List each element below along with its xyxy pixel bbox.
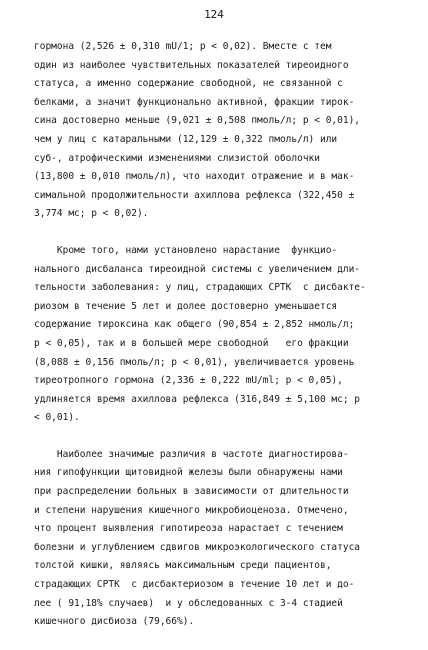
text-line: лее ( 91,18% случаев) и у обследованных с 3-4 стадией [34, 597, 343, 609]
text-line: ния гипофункции щитовидной железы были обнаружены нами [34, 467, 343, 479]
text-line: кишечного дисбиоза (79,66%). [34, 616, 195, 628]
text-line: что процент выявления гипотиреоза нарастает с течением [34, 523, 343, 535]
paragraph-gap [34, 428, 410, 446]
text-line: сина достоверно меньше (9,021 ± 0,508 пмоль/л; р < 0,01), [34, 115, 361, 127]
text-line: и степени нарушения кишечного микробиоценоза. Отмечено, [34, 504, 349, 516]
text-line: р < 0,05), так и в большей мере свободной его фракции [34, 337, 349, 349]
paragraph-3 [34, 446, 410, 632]
text-line: при распределении больных в зависимости от длительности [34, 486, 349, 498]
text-line: симальной продолжительности ахиллова рефлекса (322,450 ± [34, 189, 355, 201]
text-line: 3,774 мс; р < 0,02). [34, 208, 149, 220]
text-line: суб-, атрофическими изменениями слизистой оболочки [34, 152, 320, 164]
text-line: страдающих СРТК с дисбактериозом в течение 10 лет и до- [34, 579, 355, 591]
text-line: Кроме того, нами установлено нарастание функцио- [34, 244, 338, 256]
text-line: содержание тироксина как общего (90,854 ± 2,852 нмоль/л; [34, 319, 355, 331]
text-line: риозом в течение 5 лет и долее достоверно уменьшается [34, 300, 338, 312]
text-line: тиреотропного гормона (2,336 ± 0,222 mU/ml; р < 0,05), [34, 375, 343, 387]
text-line: тельности заболевания: у лиц, страдающих СРТК с дисбакте- [34, 282, 366, 294]
text-line: нального дисбаланса тиреоидной системы с увеличением дли- [34, 263, 361, 275]
text-line: белками, а значит функционально активной, фракции тирок- [34, 96, 355, 108]
text-line: статуса, а именно содержание свободной, не связанной с [34, 78, 343, 90]
paragraph-1 [34, 38, 410, 224]
paragraph-2 [34, 242, 410, 428]
text-line: < 0,01). [34, 412, 80, 424]
document-body [34, 38, 410, 632]
paragraph-gap [34, 224, 410, 242]
text-line: (8,088 ± 0,156 пмоль/л; р < 0,01), увеличивается уровень [34, 356, 355, 368]
text-line: удлиняется время ахиллова рефлекса (316,849 ± 5,100 мс; р [34, 393, 361, 405]
page-number: 124 [204, 8, 224, 21]
text-line: болезни и углублением сдвигов микроэкологического статуса [34, 541, 361, 553]
text-line: толстой кишки, являясь максимальным среди пациентов, [34, 560, 332, 572]
text-line: (13,800 ± 0,010 пмоль/л), что находит отражение и в мак- [34, 171, 355, 183]
text-line: чем у лиц с катаральными (12,129 ± 0,322 пмоль/л) или [34, 133, 338, 145]
text-line: Наиболее значимые различия в частоте диагностирова- [34, 448, 349, 460]
text-line: гормона (2,526 ± 0,310 mU/1; р < 0,02). Вместе с тем [34, 41, 332, 52]
text-line: один из наиболее чувствительных показателей тиреоидного [34, 59, 349, 71]
